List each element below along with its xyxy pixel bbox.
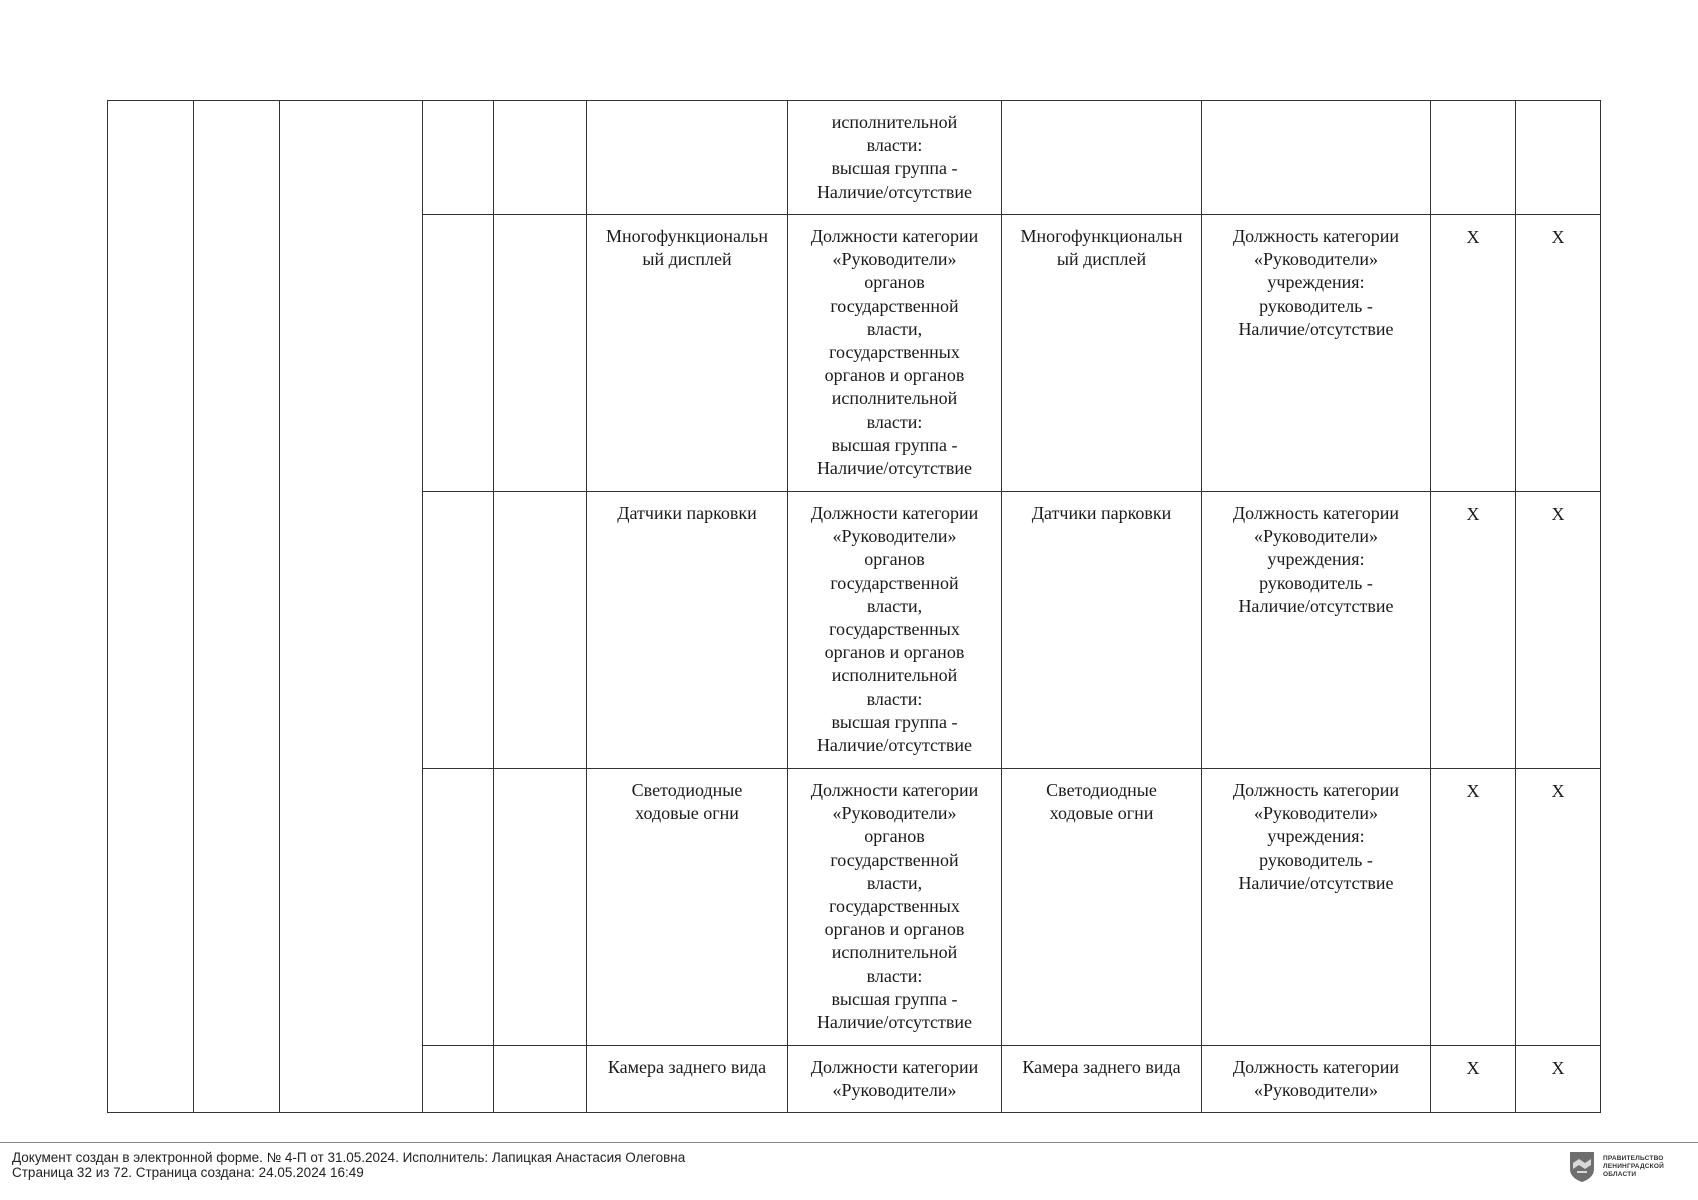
option-name-cell xyxy=(1002,101,1202,215)
option-name-cell: Камера заднего вида xyxy=(1002,1046,1202,1113)
mark-cell: X xyxy=(1516,492,1601,769)
institution-requirement-cell xyxy=(1202,101,1431,215)
mark-cell: X xyxy=(1431,1046,1516,1113)
col5-cell xyxy=(494,215,587,492)
equipment-name-cell: Датчики парковки xyxy=(587,492,788,769)
position-requirement-cell: Должности категории «Руководители» xyxy=(788,1046,1002,1113)
col4-cell xyxy=(423,101,494,215)
col1-merged-cell xyxy=(108,101,194,1113)
footer-divider xyxy=(0,1142,1698,1143)
option-name-cell: Многофункциональн ый дисплей xyxy=(1002,215,1202,492)
col4-cell xyxy=(423,215,494,492)
position-requirement-cell: Должности категории «Руководители» органов государственной власти, государственных органов и органов исполнительной власти: высшая группа - Наличие/отсутствие xyxy=(788,215,1002,492)
footer-document-info: Документ создан в электронной форме. № 4-П от 31.05.2024. Исполнитель: Лапицкая Анастасия Олеговна xyxy=(12,1150,686,1165)
col3-merged-cell xyxy=(280,101,423,1113)
institution-requirement-cell: Должность категории «Руководители» учреждения: руководитель - Наличие/отсутствие xyxy=(1202,769,1431,1046)
position-requirement-cell: Должности категории «Руководители» органов государственной власти, государственных органов и органов исполнительной власти: высшая группа - Наличие/отсутствие xyxy=(788,769,1002,1046)
mark-cell: X xyxy=(1516,1046,1601,1113)
mark-cell: X xyxy=(1431,215,1516,492)
col2-merged-cell xyxy=(194,101,280,1113)
institution-requirement-cell: Должность категории «Руководители» учреждения: руководитель - Наличие/отсутствие xyxy=(1202,215,1431,492)
col4-cell xyxy=(423,769,494,1046)
footer-page-info: Страница 32 из 72. Страница создана: 24.05.2024 16:49 xyxy=(12,1165,364,1180)
option-name-cell: Датчики парковки xyxy=(1002,492,1202,769)
table-row-continuation xyxy=(108,101,1601,215)
col4-cell xyxy=(423,1046,494,1113)
mark-cell: X xyxy=(1431,769,1516,1046)
government-name-line: ПРАВИТЕЛЬСТВО xyxy=(1603,1155,1664,1162)
government-name xyxy=(1603,1155,1664,1179)
col5-cell xyxy=(494,1046,587,1113)
col5-cell xyxy=(494,769,587,1046)
government-logo xyxy=(1569,1151,1664,1183)
mark-cell: X xyxy=(1431,492,1516,769)
equipment-name-cell: Светодиодные ходовые огни xyxy=(587,769,788,1046)
coat-of-arms-icon xyxy=(1569,1151,1595,1183)
document-footer xyxy=(12,1150,685,1180)
option-name-cell: Светодиодные ходовые огни xyxy=(1002,769,1202,1046)
document-table xyxy=(107,100,1601,1113)
mark-cell xyxy=(1431,101,1516,215)
equipment-name-cell: Камера заднего вида xyxy=(587,1046,788,1113)
equipment-name-cell: Многофункциональн ый дисплей xyxy=(587,215,788,492)
institution-requirement-cell: Должность категории «Руководители» учреждения: руководитель - Наличие/отсутствие xyxy=(1202,492,1431,769)
mark-cell: X xyxy=(1516,769,1601,1046)
government-name-line: ОБЛАСТИ xyxy=(1603,1171,1637,1178)
col5-cell xyxy=(494,492,587,769)
col6-cell xyxy=(587,101,788,215)
government-name-line: ЛЕНИНГРАДСКОЙ xyxy=(1603,1163,1664,1170)
col5-cell xyxy=(494,101,587,215)
position-requirement-cell: исполнительной власти: высшая группа - Наличие/отсутствие xyxy=(788,101,1002,215)
mark-cell: X xyxy=(1516,215,1601,492)
mark-cell xyxy=(1516,101,1601,215)
position-requirement-cell: Должности категории «Руководители» органов государственной власти, государственных органов и органов исполнительной власти: высшая группа - Наличие/отсутствие xyxy=(788,492,1002,769)
institution-requirement-cell: Должность категории «Руководители» xyxy=(1202,1046,1431,1113)
col4-cell xyxy=(423,492,494,769)
